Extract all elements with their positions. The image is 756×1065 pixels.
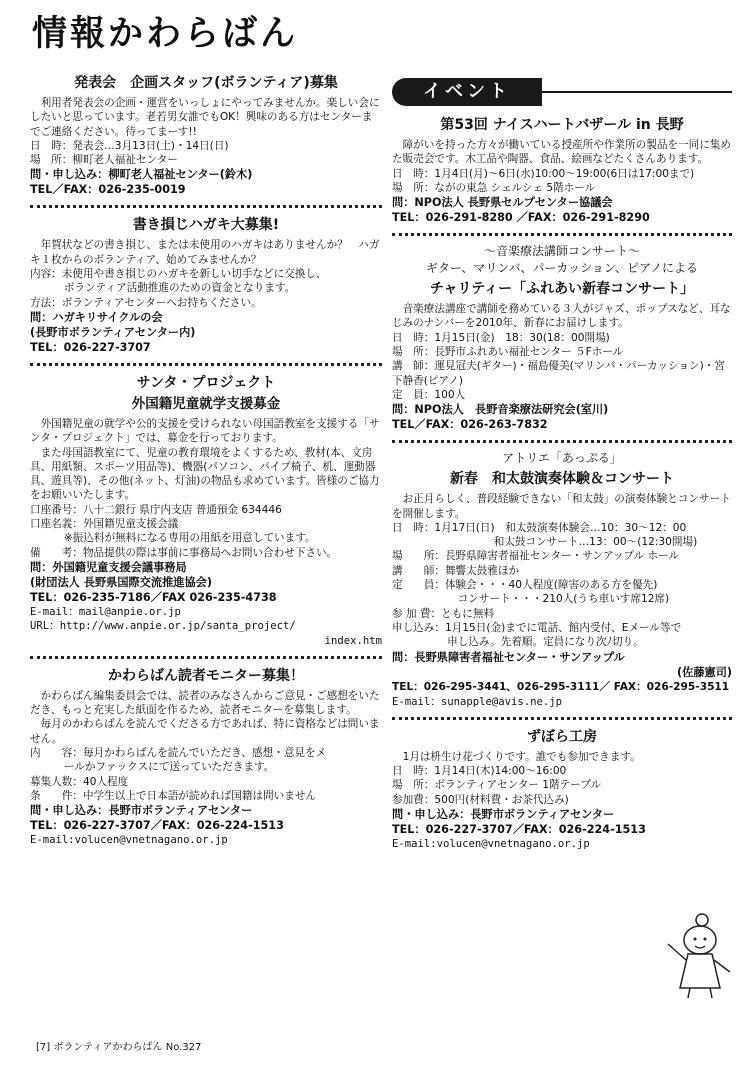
contact-org: (財団法人 長野県国際交流推進協会) [30, 575, 212, 589]
dotted-divider [30, 363, 382, 366]
dotted-divider [392, 440, 732, 443]
event-date: 日 時：1月17日(日) 和太鼓演奏体験会…10：30～12：00 [392, 521, 687, 534]
left-column [30, 70, 382, 848]
apply: 申し込み：1月15日(金)までに電話、館内受付、Eメール等で [392, 621, 682, 634]
section-title: ずぼら工房 [527, 728, 597, 745]
event-bazaar [392, 116, 732, 225]
phone: TEL：026-235-7186／FAX 026-235-4738 [30, 590, 277, 604]
event-concert [392, 244, 732, 432]
fee: 参 加 費：ともに無料 [392, 607, 495, 620]
contact: 問・申し込み：柳町老人福祉センター(鈴木) [30, 168, 253, 182]
section-body: 外国籍児童の就学や公的支援を受けられない母国語教室を支援する「サンタ・プロジェクト」では、募金を行っております。 [30, 417, 380, 445]
event-banner: イベント [392, 78, 542, 106]
lecturers: 講 師：運見冠夫(ギター)・福島優美(マリンバ・パーカッション)・宮下静香(ピアノ) [392, 360, 725, 387]
section-body: かわらばん編集委員会では、読者のみなさんからご意見・ご感想をいただき、もっと充実した紙面を作るため、読者モニターを募集します。 [30, 689, 380, 717]
email[interactable]: E-mail:volucen@vnetnagano.or.jp [30, 834, 228, 847]
capacity-2: コンサート・・・210人(うち車いす席12席) [457, 593, 670, 606]
dotted-divider [392, 233, 732, 236]
section-santa-project [30, 374, 382, 648]
content: 内 容：毎月かわらばんを読んでいただき、感想・意見をメ [30, 747, 327, 760]
banner-rule [542, 91, 732, 93]
event-place: 場 所：長野県障害者福祉センター・サンアップル ホール [392, 550, 680, 563]
event-place: 場 所：ながの東急 シェルシェ 5階ホール [392, 181, 596, 194]
url-cont[interactable]: index.htm [324, 634, 382, 647]
section-title: 書き損じハガキ大募集! [132, 217, 280, 234]
section-kicker-2: ギター、マリンバ、パーカッション、ピアノによる [425, 261, 699, 276]
section-title: かわらばん読者モニター募集！ [108, 667, 304, 684]
url[interactable]: URL：http://www.anpie.or.jp/santa_project/ [30, 620, 296, 633]
phone: TEL：026-227-3707 [30, 340, 151, 354]
fee: 参加費：500円(材料費・お茶代込み) [392, 793, 569, 806]
section-body: お正月らしく、普段経験できない「和太鼓」の演奏体験とコンサートを開催します。 [392, 493, 731, 520]
event-place: 場 所：柳町老人福祉センター [30, 154, 178, 167]
method: 方法：ボランティアセンターへお持ちください。 [30, 296, 262, 309]
note: ※振込料が無料になる専用の用紙を用意しています。 [63, 532, 316, 545]
event-place: 場 所：長野市ふれあい福祉センター ５Fホール [392, 346, 624, 359]
phone: TEL：026-227-3707／FAX：026-224-1513 [392, 823, 646, 837]
recruit-count: 募集人数：40人程度 [30, 775, 129, 788]
event-date: 日 時：発表会…3月13日(土)・14日(日) [30, 139, 229, 152]
event-place: 場 所：ボランティアセンター 1階テーブル [392, 779, 602, 792]
phone: TEL／FAX：026-263-7832 [392, 418, 548, 432]
phone: TEL：026-295-3441、026-295-3111／ FAX：026-295-3511 [392, 680, 730, 693]
contact: 問：ハガキリサイクルの会 [30, 310, 163, 324]
event-zubora [392, 728, 732, 851]
section-body-2: また母国語教室にて、児童の教育環境をよくするため、教材(本、文房具、用紙類、スポーツ用品等)、機器(パソコン、パイプ椅子、机、運動器具、遊具等)、その他(ネット、灯油)の物品も求めています。皆様のご協力をお願いいたします。 [30, 446, 380, 502]
dotted-divider [392, 717, 732, 720]
section-title: 発表会 企画スタッフ(ボランティア)募集 [74, 75, 338, 91]
content-cont: ールかファックスにて送っていただきます。 [63, 761, 275, 774]
contact: 問：長野県障害者福祉センター・サンアップル [392, 650, 625, 664]
page-footer: [7] ボランティアかわらばん No.327 [36, 1042, 202, 1053]
section-postcard [30, 216, 382, 354]
lecturers: 講 師：舞響太鼓雅ほか [392, 564, 520, 577]
section-reader-monitor [30, 667, 382, 848]
email[interactable]: E-mail：sunapple@avis.ne.jp [392, 695, 563, 708]
right-column [392, 78, 732, 851]
event-date: 日 時：1月14日(木)14:00～16:00 [392, 765, 567, 778]
section-title: サンタ・プロジェクト [136, 374, 276, 391]
section-title: 第53回 ナイスハートバザール in 長野 [440, 117, 684, 133]
contact: 問：NPO法人 長野県セルプセンター協議会 [392, 196, 613, 210]
content-cont: ボランティア活動推進のための資金となります。 [63, 282, 296, 295]
apply-2: 申し込み。先着順。定員になり次ﾉ切り。 [447, 636, 644, 649]
event-date: 日 時：1月4日(月)～6日(水)10:00～19:00(6日は17:00まで) [392, 167, 695, 180]
section-body: 音楽療法講座で講師を務めている３人がジャズ、ポップスなど、耳なじみのナンバーを2010年、新春にお届けします。 [392, 303, 731, 330]
event-date-2: 和太鼓コンサート…13：00～(12:30開場) [493, 536, 698, 549]
email[interactable]: E-mail：mail@anpie.or.jp [30, 605, 181, 618]
contact-org: (長野市ボランティアセンター内) [30, 325, 196, 339]
section-staff-recruit [30, 74, 382, 197]
phone: TEL／FAX：026-235-0019 [30, 183, 186, 197]
page-title: 情報かわらばん [32, 14, 299, 54]
account-name: 口座名義：外国籍児童支援会議 [30, 518, 179, 531]
capacity: 定 員：100人 [392, 388, 466, 401]
section-body: 1月は枡生け花づくりです。誰でも参加できます。 [402, 750, 641, 763]
email[interactable]: E-mail:volucen@vnetnagano.or.jp [392, 838, 590, 851]
section-kicker: アトリエ「あっぷる」 [502, 451, 622, 466]
conditions: 条 件：中学生以上で日本語が読めれば国籍は問いません [30, 789, 317, 802]
contact: 問・申し込み：長野市ボランティアセンター [30, 804, 253, 818]
event-date: 日 時：1月15日(金) 18：30(18：00開場) [392, 331, 610, 344]
section-body-2: 毎月のかわらばんを読んでくださる方であれば、特に資格などは問いません。 [30, 718, 380, 745]
section-body: 障がいを持った方々が働いている授産所や作業所の製品を一同に集めた販売会です。木工品や陶器、食品、絵画などたくさんあります。 [392, 139, 731, 166]
contact-person: (佐藤憲司) [677, 665, 732, 679]
section-title: 新春 和太鼓演奏体験＆コンサート [450, 471, 674, 488]
phone: TEL：026-291-8280 ／FAX：026-291-8290 [392, 211, 650, 225]
section-body: 利用者発表会の企画・運営をいっしょにやってみませんか。楽しい会にしたいと思っています。老若男女誰でもOK！興味のある方はセンターまでご連絡ください。待ってまーす!! [30, 97, 380, 138]
section-subtitle: 外国籍児童就学支援募金 [131, 395, 281, 412]
content: 内容：未使用や書き損じのハガキを新しい切手などに交換し、 [30, 268, 327, 281]
remarks: 備 考：物品提供の際は事前に事務局へお問い合わせ下さい。 [30, 546, 338, 559]
dotted-divider [30, 656, 382, 659]
event-banner-wrap [392, 78, 732, 112]
phone: TEL：026-227-3707／FAX：026-224-1513 [30, 819, 284, 833]
section-body: 年賀状などの書き損じ、または未使用のハガキはありませんか？ ハガキ１枚からのボランティア、始めてみませんか？ [30, 239, 380, 266]
contact: 問・申し込み：長野市ボランティアセンター [392, 808, 615, 822]
mascot-illustration [664, 910, 734, 1000]
section-kicker: ～音楽療法講師コンサート～ [483, 244, 640, 259]
section-title: チャリティー「ふれあい新春コンサート」 [429, 281, 695, 298]
event-taiko [392, 451, 732, 709]
contact: 問：NPO法人 長野音楽療法研究会(室川) [392, 403, 609, 417]
contact: 問：外国籍児童支援会議事務局 [30, 560, 187, 574]
dotted-divider [30, 205, 382, 208]
capacity: 定 員：体験会・・・40人程度(障害のある方を優先) [392, 579, 658, 592]
account-number: 口座番号：八十二銀行 県庁内支店 普通預金 634446 [30, 503, 282, 516]
